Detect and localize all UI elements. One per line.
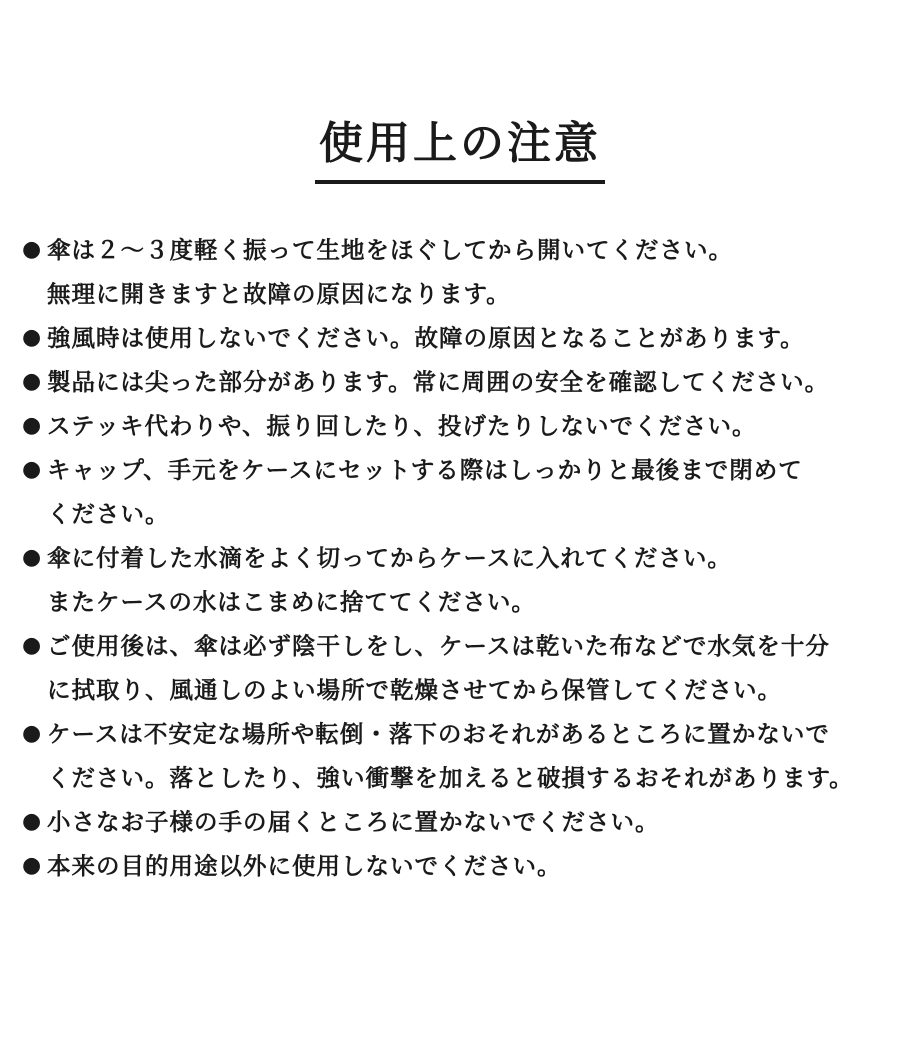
caution-text bbox=[47, 360, 912, 404]
bullet-icon: ● bbox=[22, 721, 43, 746]
caution-item bbox=[22, 712, 912, 800]
caution-item bbox=[22, 228, 912, 316]
bullet-icon: ● bbox=[22, 237, 43, 262]
caution-text bbox=[47, 228, 912, 316]
caution-line: 製品には尖った部分があります。常に周囲の安全を確認してください。 bbox=[47, 368, 830, 396]
caution-line: キャップ、手元をケースにセットする際はしっかりと最後まで閉めて bbox=[47, 456, 803, 484]
bullet-icon: ● bbox=[22, 413, 43, 438]
caution-item bbox=[22, 360, 912, 404]
caution-text bbox=[47, 800, 912, 844]
caution-item bbox=[22, 624, 912, 712]
caution-line: ご使用後は、傘は必ず陰干しをし、ケースは乾いた布などで水気を十分 bbox=[47, 632, 830, 660]
caution-item bbox=[22, 536, 912, 624]
caution-item bbox=[22, 800, 912, 844]
caution-text bbox=[47, 844, 912, 888]
caution-line: ステッキ代わりや、振り回したり、投げたりしないでください。 bbox=[47, 412, 757, 440]
page-title: 使用上の注意 bbox=[315, 112, 605, 184]
caution-line: 本来の目的用途以外に使用しないでください。 bbox=[47, 852, 562, 880]
caution-line: ください。落としたり、強い衝撃を加えると破損するおそれがあります。 bbox=[47, 764, 854, 792]
caution-text bbox=[47, 316, 912, 360]
caution-line: 無理に開きますと故障の原因になります。 bbox=[47, 280, 511, 308]
caution-text bbox=[47, 448, 912, 536]
caution-line: ください。 bbox=[47, 500, 170, 528]
caution-line: 傘は２～３度軽く振って生地をほぐしてから開いてください。 bbox=[47, 236, 733, 264]
bullet-icon: ● bbox=[22, 809, 43, 834]
caution-list bbox=[22, 228, 912, 888]
bullet-icon: ● bbox=[22, 545, 43, 570]
caution-line: 小さなお子様の手の届くところに置かないでください。 bbox=[47, 808, 660, 836]
caution-text bbox=[47, 712, 912, 800]
caution-line: 傘に付着した水滴をよく切ってからケースに入れてください。 bbox=[47, 544, 732, 572]
caution-item bbox=[22, 316, 912, 360]
caution-line: に拭取り、風通しのよい場所で乾燥させてから保管してください。 bbox=[47, 676, 782, 704]
bullet-icon: ● bbox=[22, 853, 43, 878]
bullet-icon: ● bbox=[22, 325, 43, 350]
bullet-icon: ● bbox=[22, 457, 43, 482]
caution-item bbox=[22, 404, 912, 448]
caution-text bbox=[47, 404, 912, 448]
caution-line: またケースの水はこまめに捨ててください。 bbox=[47, 588, 536, 616]
bullet-icon: ● bbox=[22, 633, 43, 658]
caution-item bbox=[22, 448, 912, 536]
caution-text bbox=[47, 624, 912, 712]
caution-line: ケースは不安定な場所や転倒・落下のおそれがあるところに置かないで bbox=[47, 720, 830, 748]
title-container bbox=[0, 112, 920, 184]
caution-item bbox=[22, 844, 912, 888]
caution-text bbox=[47, 536, 912, 624]
caution-line: 強風時は使用しないでください。故障の原因となることがあります。 bbox=[47, 324, 805, 352]
bullet-icon: ● bbox=[22, 369, 43, 394]
